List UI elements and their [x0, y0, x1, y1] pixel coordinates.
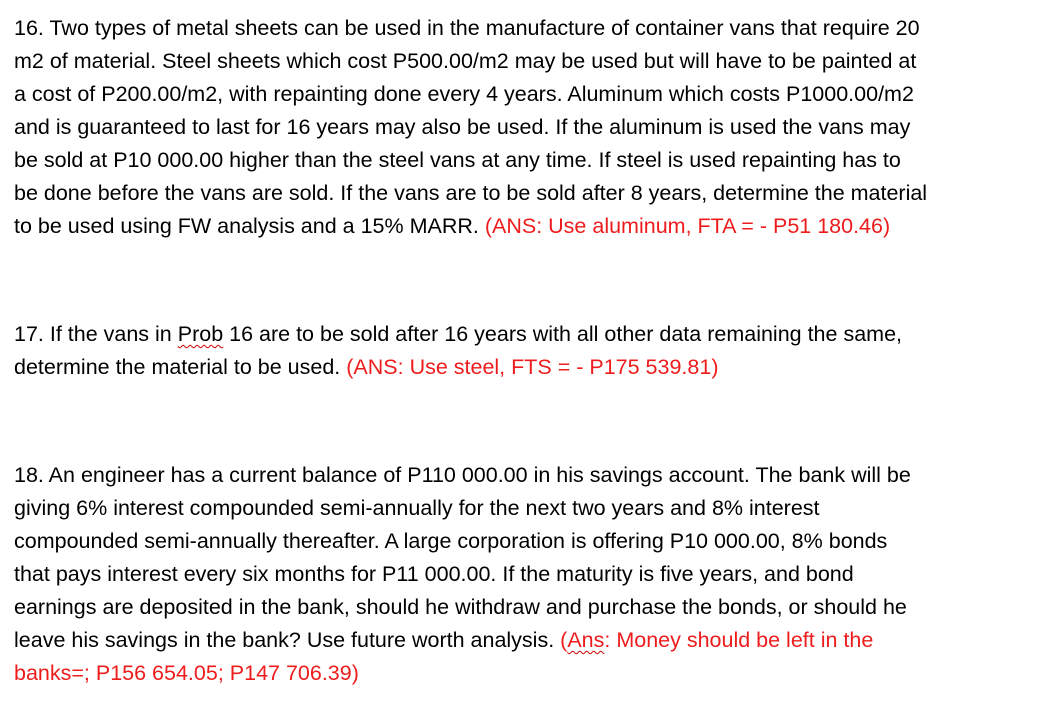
problem-16-text-end: to be used using FW analysis and a 15% MARR. — [14, 214, 485, 238]
problem-18-line-4: that pays interest every six months for P11 000.00. If the maturity is five years, and bond — [14, 562, 854, 586]
problem-17-line-1 — [14, 318, 1044, 351]
problem-18-line-3: compounded semi-annually thereafter. A large corporation is offering P10 000.00, 8% bonds — [14, 529, 888, 553]
problem-18-line-6 — [14, 624, 1044, 657]
problem-18-text-end: leave his savings in the bank? Use future worth analysis. — [14, 628, 561, 652]
problem-16-line-7 — [14, 210, 1044, 243]
problem-16-line-2: m2 of material. Steel sheets which cost P500.00/m2 may be used but will have to be painted at — [14, 49, 917, 73]
problem-17-text-end: determine the material to be used. — [14, 355, 347, 379]
problem-18-line-5: earnings are deposited in the bank, should he withdraw and purchase the bonds, or should he — [14, 595, 907, 619]
problem-18-line-1: 18. An engineer has a current balance of P110 000.00 in his savings account. The bank will be — [14, 463, 911, 487]
problem-16-answer: (ANS: Use aluminum, FTA = - P51 180.46) — [484, 214, 891, 238]
problem-17-answer: (ANS: Use steel, FTS = - P175 539.81) — [346, 355, 719, 379]
problem-16-line-3: a cost of P200.00/m2, with repainting done every 4 years. Aluminum which costs P1000.00/m2 — [14, 82, 914, 106]
problem-17-line-2 — [14, 351, 1044, 384]
problem-16-line-6: be done before the vans are sold. If the vans are to be sold after 8 years, determine the material — [14, 181, 928, 205]
problem-16 — [14, 12, 1044, 243]
problem-18-answer-line-2: banks=; P156 654.05; P147 706.39) — [14, 661, 359, 685]
spellcheck-word-prob: Prob — [177, 322, 224, 346]
spellcheck-word-ans: Ans — [567, 628, 605, 652]
problem-17-text-start: 17. If the vans in — [14, 322, 178, 346]
problem-18 — [14, 459, 1044, 690]
problem-17 — [14, 318, 1044, 384]
problem-16-line-4: and is guaranteed to last for 16 years may also be used. If the aluminum is used the vans may — [14, 115, 911, 139]
problem-18-answer: : Money should be left in the — [604, 628, 874, 652]
problem-18-line-2: giving 6% interest compounded semi-annually for the next two years and 8% interest — [14, 496, 820, 520]
problem-16-line-1: 16. Two types of metal sheets can be used in the manufacture of container vans that require 20 — [14, 16, 920, 40]
problem-16-line-5: be sold at P10 000.00 higher than the steel vans at any time. If steel is used repainting has to — [14, 148, 901, 172]
problem-18-answer-open: ( — [560, 628, 568, 652]
problem-17-text-mid: 16 are to be sold after 16 years with all other data remaining the same, — [223, 322, 902, 346]
